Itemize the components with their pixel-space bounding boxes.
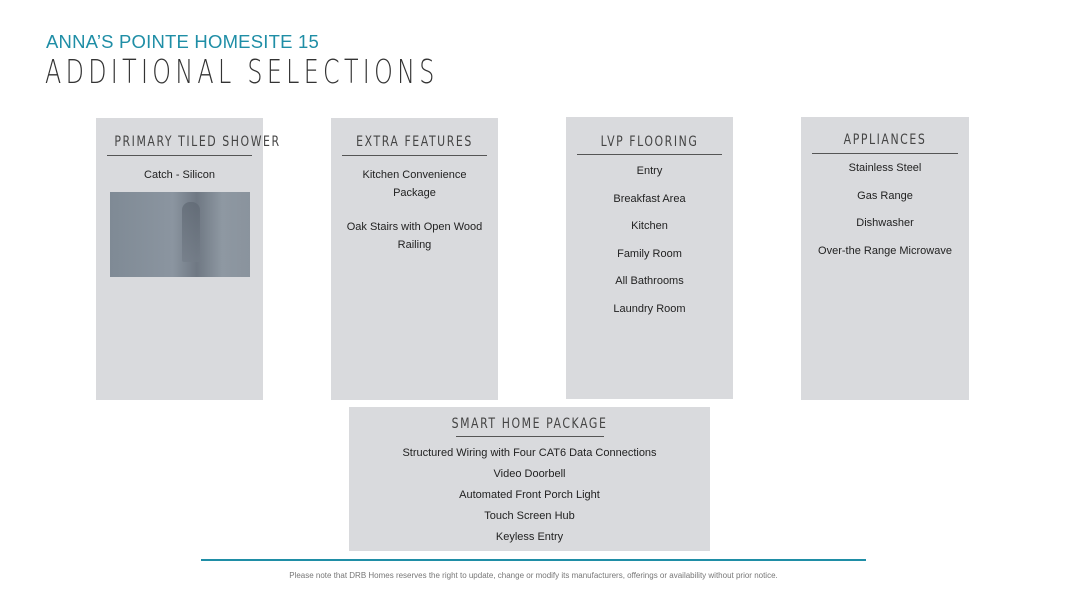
card-title: APPLIANCES (843, 132, 927, 148)
page-title: ADDITIONAL SELECTIONS (45, 52, 439, 91)
list-item: Laundry Room (613, 302, 686, 315)
card-divider (577, 154, 722, 155)
list-item: Family Room (617, 247, 682, 260)
list-item: Stainless Steel (848, 162, 922, 174)
list-item: Oak Stairs with Open Wood Railing (346, 221, 483, 251)
card-primary-tiled-shower (96, 118, 281, 400)
list-item: Gas Range (857, 189, 913, 202)
card-divider (456, 436, 604, 437)
card-divider (342, 155, 487, 156)
card-extra-features (331, 118, 498, 400)
list-item: Structured Wiring with Four CAT6 Data Connections (402, 447, 657, 459)
list-item: All Bathrooms (615, 275, 684, 287)
card-title: SMART HOME PACKAGE (451, 416, 608, 432)
shower-photo (110, 192, 250, 277)
shower-figure (182, 202, 200, 262)
card-divider (107, 155, 252, 156)
card-divider (812, 153, 958, 154)
list-item: Kitchen (631, 220, 668, 232)
footer-divider (201, 559, 866, 561)
list-item: Video Doorbell (493, 468, 566, 480)
footer-disclaimer: Please note that DRB Homes reserves the right to update, change or modify its manufacturers, offerings or availability without prior notice. (289, 571, 778, 580)
list-item: Breakfast Area (613, 192, 686, 205)
card-title: LVP FLOORING (600, 134, 699, 150)
card-title: EXTRA FEATURES (356, 134, 473, 150)
list-item: Catch - Silicon (144, 169, 215, 181)
card-appliances (801, 117, 969, 400)
list-item: Kitchen Convenience Package (362, 169, 467, 199)
list-item: Dishwasher (856, 217, 914, 229)
list-item: Touch Screen Hub (484, 510, 575, 522)
list-item: Keyless Entry (495, 531, 564, 543)
list-item: Automated Front Porch Light (459, 489, 600, 501)
list-item: Entry (636, 165, 663, 177)
page-subtitle: ANNA’S POINTE HOMESITE 15 (46, 31, 319, 52)
card-lvp-flooring (566, 117, 733, 399)
card-title: PRIMARY TILED SHOWER (114, 134, 281, 150)
list-item: Over-the Range Microwave (818, 244, 952, 257)
card-smart-home-package (349, 407, 710, 551)
